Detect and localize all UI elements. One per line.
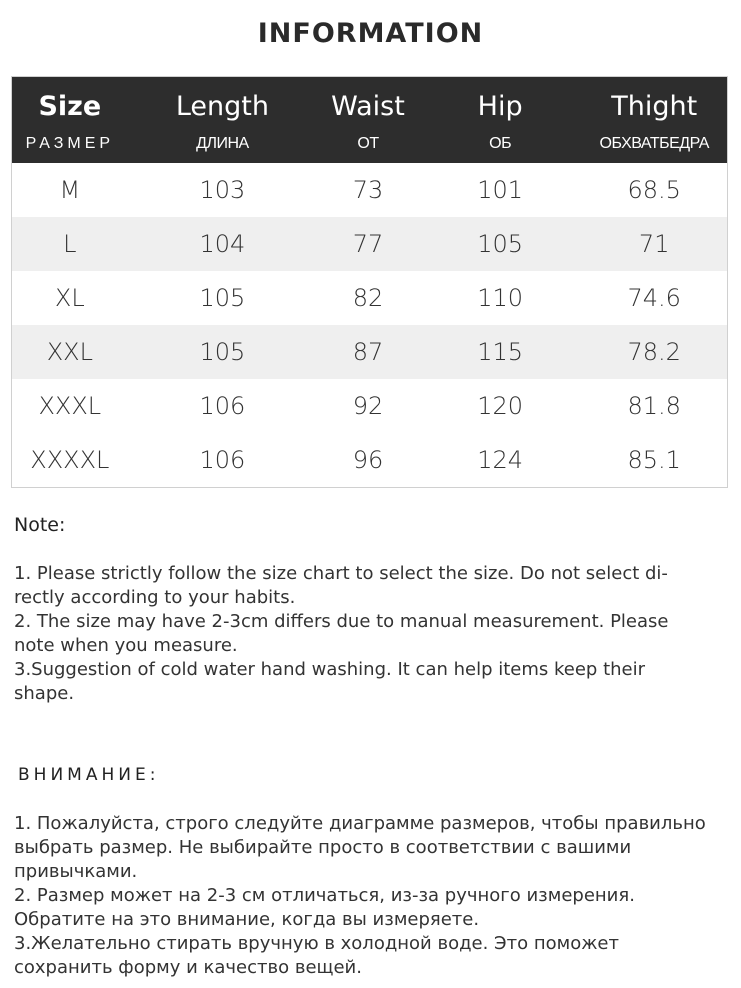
cell-waist: 77 <box>352 230 384 258</box>
header-label-en: Waist <box>331 91 405 122</box>
header-label-en: Length <box>175 91 269 122</box>
table-row <box>12 163 727 217</box>
header-hip <box>419 77 582 163</box>
table-row <box>12 433 727 487</box>
cell-waist: 92 <box>352 392 384 420</box>
header-label-en: Thight <box>611 91 698 122</box>
note-ru-heading: ВНИМАНИЕ: <box>18 765 160 785</box>
cell-waist: 87 <box>352 338 384 366</box>
header-label-ru: ОБХВАТБЕДРА <box>599 135 709 152</box>
cell-length: 105 <box>199 338 246 366</box>
cell-length: 105 <box>199 284 246 312</box>
cell-thigh: 71 <box>638 230 670 258</box>
header-label-en: Hip <box>477 91 523 122</box>
note-ru-line: сохранить форму и качество вещей. <box>14 957 362 978</box>
header-thigh <box>581 77 727 163</box>
cell-hip: 115 <box>477 338 524 366</box>
note-body <box>14 562 714 706</box>
note-line: rectly according to your habits. <box>14 587 296 608</box>
header-label-en: Size <box>38 91 102 122</box>
cell-length: 103 <box>199 176 246 204</box>
note-line: 2. The size may have 2-3cm differs due to manual measurement. Please <box>14 611 669 632</box>
cell-hip: 105 <box>477 230 524 258</box>
cell-waist: 82 <box>352 284 384 312</box>
note-heading: Note: <box>14 514 66 536</box>
page-title: INFORMATION <box>257 18 484 49</box>
header-length <box>128 77 317 163</box>
header-waist <box>317 77 419 163</box>
cell-thigh: 81.8 <box>627 392 681 420</box>
cell-waist: 73 <box>352 176 384 204</box>
cell-size: XXL <box>46 338 93 366</box>
cell-size: XXXXL <box>30 446 110 474</box>
cell-length: 106 <box>199 446 246 474</box>
cell-size: XL <box>54 284 85 312</box>
note-ru-line: 1. Пожалуйста, строго следуйте диаграмме размеров, чтобы правильно <box>14 813 706 834</box>
note-ru-body <box>14 812 714 980</box>
cell-thigh: 78.2 <box>627 338 681 366</box>
note-line: shape. <box>14 683 75 704</box>
cell-size: M <box>59 176 81 204</box>
cell-thigh: 85.1 <box>627 446 681 474</box>
cell-waist: 96 <box>352 446 384 474</box>
cell-hip: 110 <box>477 284 524 312</box>
cell-thigh: 74.6 <box>627 284 681 312</box>
header-size <box>12 77 128 163</box>
note-ru-line: 3.Желательно стирать вручную в холодной воде. Это поможет <box>14 933 619 954</box>
cell-size: XXXL <box>38 392 102 420</box>
note-line: 1. Please strictly follow the size chart to select the size. Do not select di- <box>14 563 668 584</box>
note-ru-line: Обратите на это внимание, когда вы измеряете. <box>14 909 480 930</box>
cell-hip: 124 <box>477 446 524 474</box>
note-line: note when you measure. <box>14 635 238 656</box>
cell-size: L <box>63 230 77 258</box>
cell-length: 106 <box>199 392 246 420</box>
note-line: 3.Suggestion of cold water hand washing. It can help items keep their <box>14 659 646 680</box>
table-row <box>12 379 727 433</box>
note-ru-line: выбрать размер. Не выбирайте просто в соответствии с вашими <box>14 837 632 858</box>
cell-thigh: 68.5 <box>627 176 681 204</box>
header-label-ru: ДЛИНА <box>196 135 249 152</box>
header-label-ru: ОТ <box>357 135 379 152</box>
table-row <box>12 217 727 271</box>
header-label-ru: ОБ <box>489 135 512 152</box>
header-label-ru: РАЗМЕР <box>25 135 115 152</box>
cell-length: 104 <box>199 230 246 258</box>
cell-hip: 101 <box>477 176 524 204</box>
table-row <box>12 271 727 325</box>
table-header <box>12 77 727 163</box>
cell-hip: 120 <box>477 392 524 420</box>
table-row <box>12 325 727 379</box>
size-table <box>11 76 728 488</box>
note-ru-line: привычками. <box>14 861 138 882</box>
note-ru-line: 2. Размер может на 2-3 см отличаться, из-за ручного измерения. <box>14 885 635 906</box>
